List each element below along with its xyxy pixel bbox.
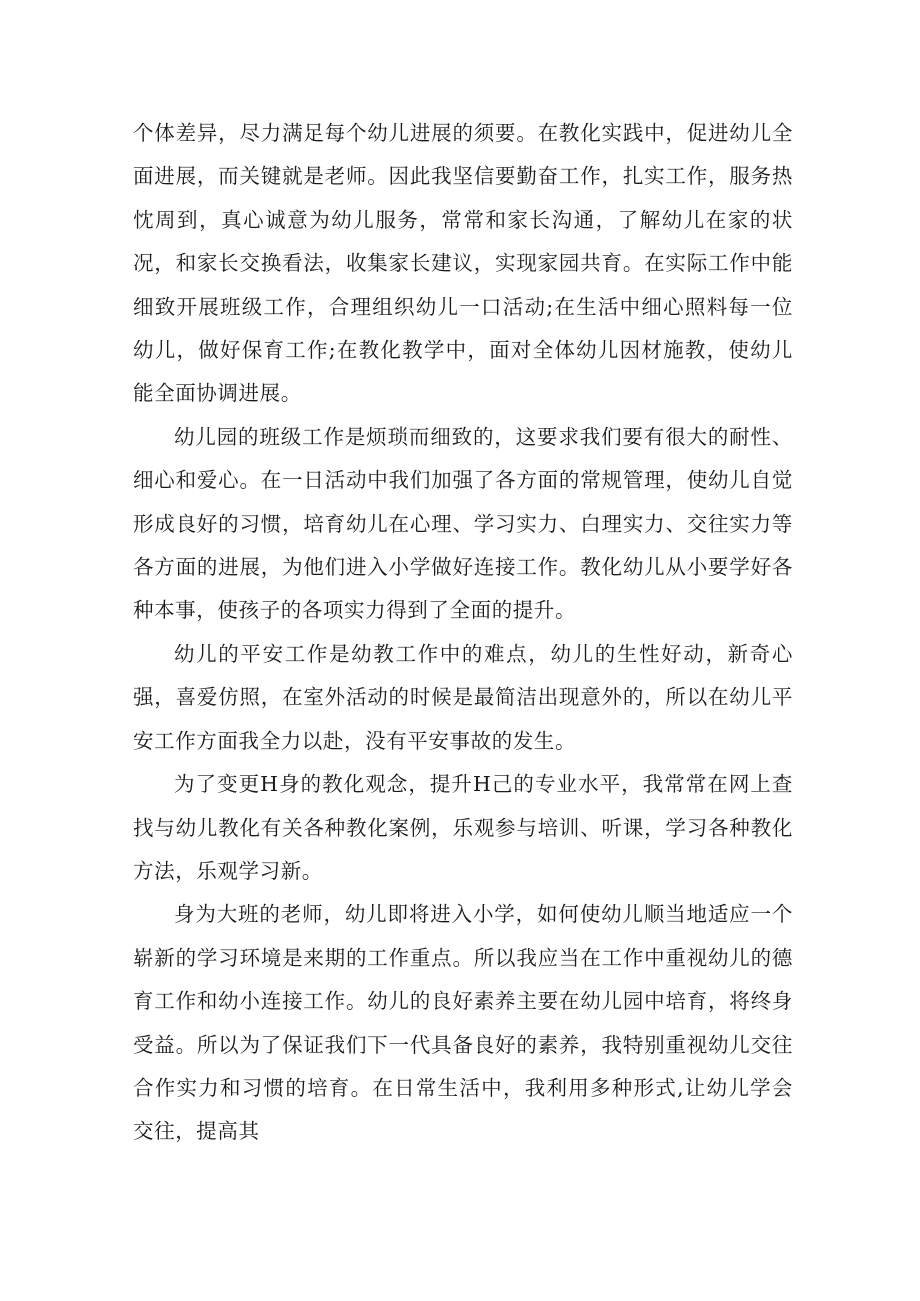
paragraph-4: 为了变更H身的教化观念，提升H己的专业水平，我常常在网上查找与幼儿教化有关各种教化案例，乐观参与培训、听课，学习各种教化方法，乐观学习新。 [133,772,793,883]
paragraph-5: 身为大班的老师，幼儿即将进入小学，如何使幼儿顺当地适应一个崭新的学习环境是来期的工作重点。所以我应当在工作中重视幼儿的德育工作和幼小连接工作。幼儿的良好素养主要在幼儿园中培育，将终身受益。所以为了保证我们下一代具备良好的素养，我特别重视幼儿交往合作实力和习惯的培育。在日常生活中，我利用多种形式,让幼儿学会交往，提高其 [133,902,793,1144]
paragraph-1: 个体差异，尽力满足每个幼儿进展的须要。在教化实践中，促进幼儿全面进展，而关键就是老师。因此我坚信要勤奋工作，扎实工作，服务热忱周到，真心诚意为幼儿服务，常常和家长沟通，了解幼儿在家的状况，和家长交换看法，收集家长建议，实现家园共育。在实际工作中能细致开展班级工作，合理组织幼儿一口活动;在生活中细心照料每一位幼儿，做好保育工作;在教化教学中，面对全体幼儿因材施教，使幼儿能全面协调进展。 [133,121,793,406]
paragraph-2: 幼儿园的班级工作是烦琐而细致的，这要求我们要有很大的耐性、细心和爱心。在一日活动中我们加强了各方面的常规管理，使幼儿自觉形成良好的习惯，培育幼儿在心理、学习实力、白理实力、交往实力等各方面的进展，为他们进入小学做好连接工作。教化幼儿从小要学好各种本事，使孩子的各项实力得到了全面的提升。 [133,424,793,623]
body-text [133,112,793,1154]
paragraph-3: 幼儿的平安工作是幼教工作中的难点，幼儿的生性好动，新奇心强，喜爱仿照，在室外活动的时候是最简洁出现意外的，所以在幼儿平安工作方面我全力以赴，没有平安事故的发生。 [133,641,793,753]
